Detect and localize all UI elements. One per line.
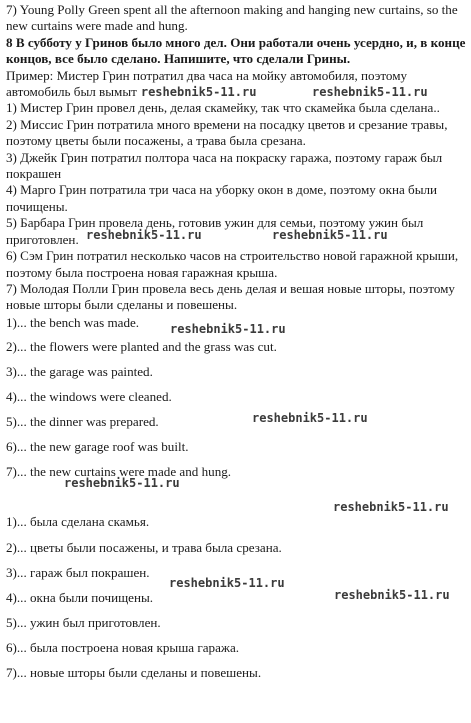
- watermark: reshebnik5-11.ru: [169, 576, 285, 590]
- answer-ru-3: 3)... гараж был покрашен.: [6, 565, 150, 580]
- answer-en-6: 6)... the new garage roof was built.: [6, 439, 189, 454]
- answer-en-2: 2)... the flowers were planted and the grass was cut.: [6, 339, 277, 354]
- answer-en-1: 1)... the bench was made.: [6, 315, 140, 330]
- task8-item-5: 5) Барбара Грин провела день, готовив ужин для семьи, поэтому ужин был приготовлен.: [6, 215, 424, 247]
- answer-ru-6: 6)... была построена новая крыша гаража.: [6, 640, 240, 655]
- watermark: reshebnik5-11.ru: [64, 476, 180, 490]
- watermark: reshebnik5-11.ru: [312, 85, 428, 99]
- answer-ru-7: 7)... новые шторы были сделаны и повешены.: [6, 665, 262, 680]
- watermark: reshebnik5-11.ru: [140, 85, 257, 100]
- answer-en-7: 7)... the new curtains were made and hung.: [6, 464, 232, 479]
- answer-ru-2: 2)... цветы были посажены, и трава была срезана.: [6, 540, 282, 555]
- watermark: reshebnik5-11.ru: [334, 588, 450, 602]
- answer-ru-1: 1)... была сделана скамья.: [6, 514, 150, 529]
- task8-item-6: 6) Сэм Грин потратил несколько часов на строительство новой гаражной крыши, поэтому была построена новая гаражная крыша.: [6, 248, 459, 280]
- task8-item-1: 1) Мистер Грин провел день, делая скамейку, так что скамейка была сделана..: [6, 100, 440, 116]
- task8-item-4: 4) Марго Грин потратила три часа на уборку окон в доме, поэтому окна были почищены.: [6, 182, 438, 214]
- example-text: Пример: Мистер Грин потратил два часа на мойку автомобиля, поэтому автомобиль был вымыт: [6, 67, 408, 100]
- watermark: reshebnik5-11.ru: [170, 322, 286, 336]
- exercise-text: [6, 2, 468, 314]
- task8-title: 8 В субботу у Гринов было много дел. Они работали очень усердно, и, в конце концов, все было сделано. Напишите, что сделали Грины.: [6, 34, 466, 67]
- watermark: reshebnik5-11.ru: [272, 228, 388, 242]
- answer-en-4: 4)... the windows were cleaned.: [6, 389, 172, 404]
- answer-en-3: 3)... the garage was painted.: [6, 364, 153, 379]
- answer-en-5: 5)... the dinner was prepared.: [6, 414, 159, 429]
- task7-tail: 7) Young Polly Green spent all the afternoon making and hanging new curtains, so the new curtains were made and hung.: [6, 2, 458, 34]
- task8-item-7: 7) Молодая Полли Грин провела весь день делая и вешая новые шторы, поэтому новые шторы были сделаны и повешены.: [6, 280, 455, 313]
- task8-item-2: 2) Миссис Грин потратила много времени на посадку цветов и срезание травы, поэтому цветы были посажены, а трава была срезана.: [6, 116, 448, 149]
- answer-ru-5: 5)... ужин был приготовлен.: [6, 615, 161, 630]
- watermark: reshebnik5-11.ru: [86, 228, 202, 242]
- answer-ru-4: 4)... окна были почищены.: [6, 590, 154, 605]
- task8-item-3: 3) Джейк Грин потратил полтора часа на покраску гаража, поэтому гараж был покрашен: [6, 149, 443, 182]
- watermark: reshebnik5-11.ru: [252, 411, 368, 425]
- watermark: reshebnik5-11.ru: [333, 500, 449, 514]
